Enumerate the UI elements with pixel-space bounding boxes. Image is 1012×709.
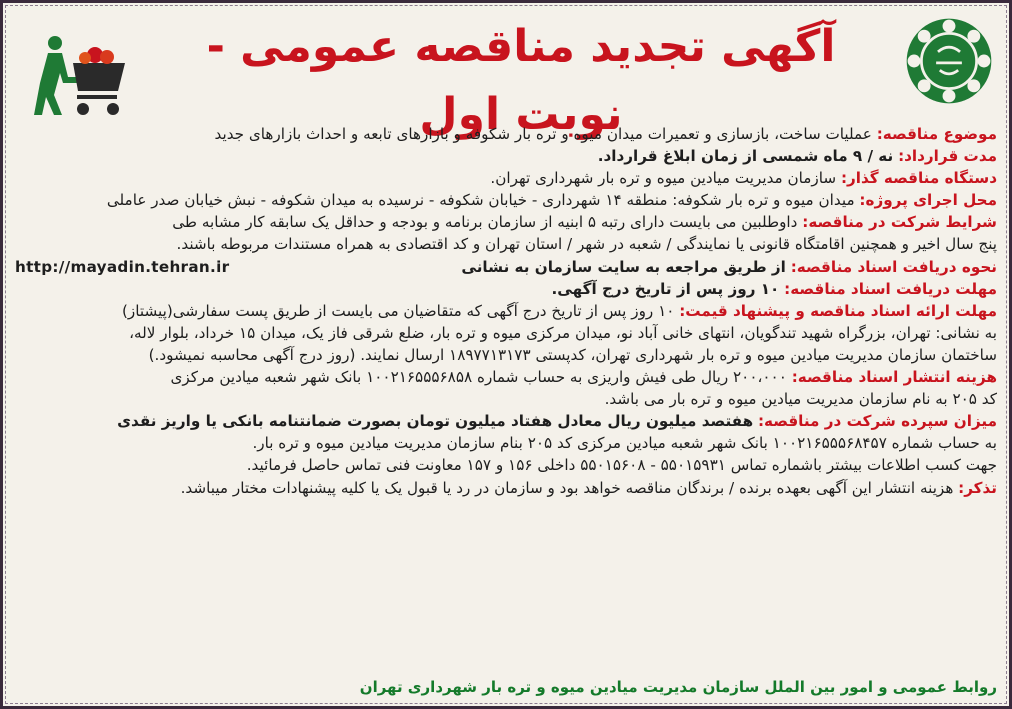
tender-details <box>15 123 997 499</box>
row-contact: جهت کسب اطلاعات بیشتر باشماره تماس ۵۵۰۱۵۹۳۱ - ۵۵۰۱۵۶۰۸ داخلی ۱۵۶ و ۱۵۷ معاونت فنی تماس حاصل فرمائید. <box>246 456 997 475</box>
row-document-fee-cont: کد ۲۰۵ به نام سازمان مدیریت میادین میوه و تره بار می باشد. <box>604 390 997 409</box>
row-note: تذکر: هزینه انتشار این آگهی بعهده برنده / برندگان مناقصه خواهد بود و سازمان در رد یا قبول یک یا کلیه پیشنهادات مختار میباشد. <box>180 478 997 497</box>
footer-public-relations: روابط عمومی و امور بین الملل سازمان مدیریت میادین میوه و تره بار شهرداری تهران <box>359 678 997 696</box>
website-link[interactable]: http://mayadin.tehran.ir <box>15 257 230 276</box>
row-retrieval-deadline: مهلت دریافت اسناد مناقصه: ۱۰ روز پس از تاریخ درج آگهی. <box>551 279 997 298</box>
row-contract-period: مدت قرارداد: نه / ۹ ماه شمسی از زمان ابلاغ قرارداد. <box>597 147 997 166</box>
row-participation-conditions-cont: پنج سال اخیر و همچنین اقامتگاه قانونی یا نمایندگی / شعبه در شهر / استان تهران و کد اقتصادی به همراه مستندات مربوطه باشند. <box>176 235 997 254</box>
row-participation-conditions: شرایط شرکت در مناقصه: داوطلبین می بایست دارای رتبه ۵ ابنیه از سازمان برنامه و بودجه و حداقل یک سابقه کار مشابه طی <box>172 213 997 232</box>
row-tender-organizer: دستگاه مناقصه گذار: سازمان مدیریت میادین میوه و تره بار شهرداری تهران. <box>490 169 997 188</box>
page-title: آگهی تجدید مناقصه عمومی - نوبت اول <box>206 21 836 140</box>
row-address-cont: ساختمان سازمان مدیریت میادین میوه و تره بار شهرداری تهران، کدپستی ۱۸۹۷۷۱۳۱۷۳ ارسال نمایند. (روز درج آگهی محاسبه نمیشود.) <box>148 345 997 364</box>
row-subject: موضوع مناقصه: عملیات ساخت، بازسازی و تعمیرات میدان میوه و تره بار شکوفه و بازارهای تابعه و احداث بازارهای جدید <box>214 125 997 143</box>
row-address: به نشانی: تهران، بزرگراه شهید تندگویان، انتهای خانی آباد نو، میدان مرکزی میوه و تره بار، ضلع شرقی فاز یک، میدان ۱۵ خرداد، بلوار لاله، <box>129 323 997 342</box>
row-document-retrieval: نحوه دریافت اسناد مناقصه: از طریق مراجعه به سایت سازمان به نشانی http://mayadin.tehran.ir <box>15 256 997 278</box>
row-submission-deadline: مهلت ارائه اسناد مناقصه و پیشنهاد قیمت: ۱۰ روز پس از تاریخ درج آگهی که متقاضیان می بایست از طریق پست سفارشی(پیشتاز) <box>122 301 997 320</box>
row-document-fee: هزینه انتشار اسناد مناقصه: ۲۰۰،۰۰۰ ریال طی فیش واریزی به حساب شماره ۱۰۰۲۱۶۵۵۵۶۸۵۸ بانک شهر شعبه میادین مرکزی <box>170 368 997 387</box>
row-deposit-account: به حساب شماره ۱۰۰۲۱۶۵۵۵۶۸۴۵۷ بانک شهر شعبه میادین مرکزی کد ۲۰۵ بنام سازمان مدیریت میادین میوه و تره بار. <box>252 434 997 453</box>
tehran-municipality-logo-icon <box>903 15 995 107</box>
row-deposit: میزان سپرده شرکت در مناقصه: هفتصد میلیون ریال معادل هفتاد میلیون تومان بصورت ضمانتنامه بانکی یا واریز نقدی <box>117 412 997 431</box>
shopping-cart-icon <box>33 33 133 121</box>
row-project-location: محل اجرای پروژه: میدان میوه و تره بار شکوفه: منطقه ۱۴ شهرداری - خیابان شکوفه - نرسیده به میدان شکوفه - نبش خیابان صدر عاملی <box>106 191 997 210</box>
